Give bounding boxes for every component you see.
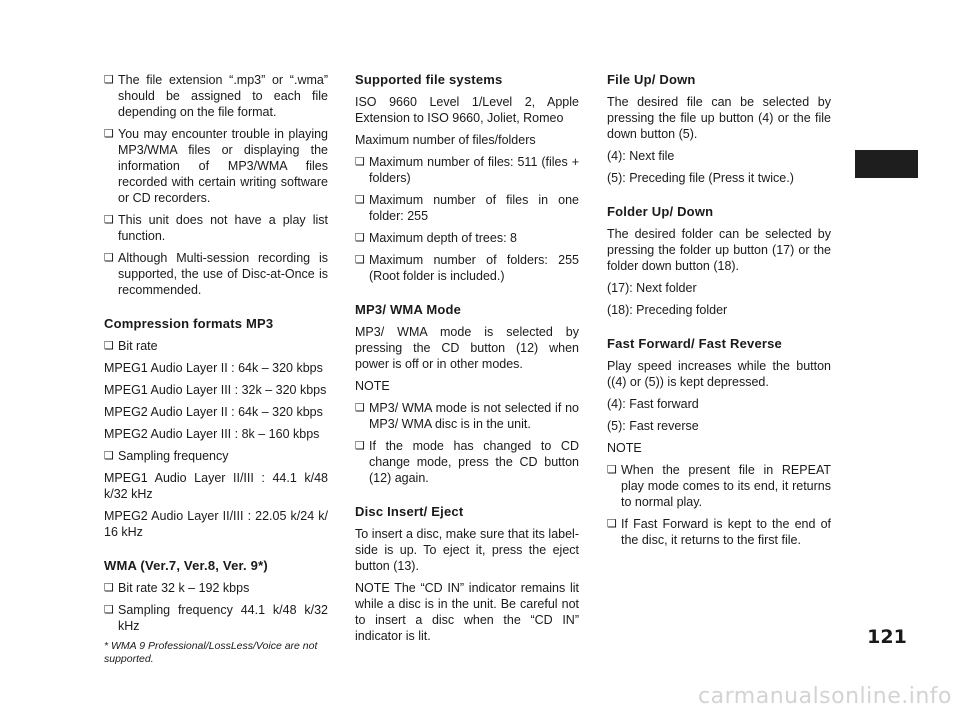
paragraph: MP3/ WMA mode is selected by pressing the CD button (12) when power is off or in other modes. — [355, 325, 579, 371]
section-tab-marker — [855, 150, 918, 178]
list-item: ❑ Although Multi-session recording is supported, the use of Disc-at-Once is recommended. — [104, 250, 328, 298]
paragraph: The desired folder can be selected by pressing the folder up button (17) or the folder down button (18). — [607, 227, 831, 273]
folder-heading: Folder Up/ Down — [607, 204, 714, 219]
note-label: NOTE — [355, 379, 390, 393]
paragraph: Maximum number of files/folders — [355, 133, 536, 147]
list-item: ❑ The file extension “.mp3” or “.wma” should be assigned to each file depending on the file format. — [104, 72, 328, 120]
paragraph: (4): Fast forward — [607, 397, 699, 411]
list-item: ❑ Maximum number of files in one folder: 255 — [355, 192, 579, 224]
spec-line: MPEG2 Audio Layer II : 64k – 320 kbps — [104, 405, 323, 419]
paragraph: NOTE The “CD IN” indicator remains lit while a disc is in the unit. Be careful not to insert a disc when the “CD IN” indicator is lit. — [355, 581, 579, 643]
list-item: ❑ You may encounter trouble in playing MP3/WMA files or displaying the information of MP3/WMA files recorded with certain writing software or CD recorders. — [104, 126, 328, 206]
spec-line: MPEG1 Audio Layer II : 64k – 320 kbps — [104, 361, 323, 375]
mode-heading: MP3/ WMA Mode — [355, 302, 462, 317]
spec-line: MPEG2 Audio Layer III : 8k – 160 kbps — [104, 427, 320, 441]
watermark: carmanualsonline.info — [698, 684, 952, 709]
systems-heading: Supported file systems — [355, 72, 503, 87]
list-item: ❑ Sampling frequency — [104, 448, 328, 464]
list-item: ❑ Bit rate 32 k – 192 kbps — [104, 580, 328, 596]
list-item: ❑ Maximum number of folders: 255 (Root folder is included.) — [355, 252, 579, 284]
middle-column — [355, 72, 579, 650]
page-number: 121 — [867, 626, 907, 648]
paragraph: (4): Next file — [607, 149, 675, 163]
paragraph: To insert a disc, make sure that its label-side is up. To eject it, press the eject button (13). — [355, 527, 579, 573]
file-heading: File Up/ Down — [607, 72, 696, 87]
paragraph: The desired file can be selected by pressing the file up button (4) or the file down button (5). — [607, 95, 831, 141]
paragraph: (18): Preceding folder — [607, 303, 728, 317]
list-item: ❑ Sampling frequency 44.1 k/48 k/32 kHz — [104, 602, 328, 634]
list-item: ❑ If Fast Forward is kept to the end of the disc, it returns to the first file. — [607, 516, 831, 548]
paragraph: ISO 9660 Level 1/Level 2, Apple Extension to ISO 9660, Joliet, Romeo — [355, 95, 579, 125]
spec-line: MPEG2 Audio Layer II/III : 22.05 k/24 k/ 16 kHz — [104, 509, 328, 539]
note-label: NOTE — [607, 441, 642, 455]
disc-heading: Disc Insert/ Eject — [355, 504, 464, 519]
left-column — [104, 72, 328, 666]
list-item: ❑ When the present file in REPEAT play mode comes to its end, it returns to normal play. — [607, 462, 831, 510]
wma-heading: WMA (Ver.7, Ver.8, Ver. 9*) — [104, 558, 268, 573]
ff-heading: Fast Forward/ Fast Reverse — [607, 336, 782, 351]
list-item: ❑ Maximum number of files: 511 (files + folders) — [355, 154, 579, 186]
paragraph: (5): Fast reverse — [607, 419, 699, 433]
compression-heading: Compression formats MP3 — [104, 316, 274, 331]
paragraph: Play speed increases while the button ((4) or (5)) is kept depressed. — [607, 359, 831, 389]
spec-line: MPEG1 Audio Layer III : 32k – 320 kbps — [104, 383, 327, 397]
list-item: ❑ If the mode has changed to CD change mode, press the CD button (12) again. — [355, 438, 579, 486]
list-item: ❑ This unit does not have a play list function. — [104, 212, 328, 244]
right-column — [607, 72, 831, 554]
spec-line: MPEG1 Audio Layer II/III : 44.1 k/48 k/32 kHz — [104, 471, 328, 501]
paragraph: (17): Next folder — [607, 281, 697, 295]
paragraph: (5): Preceding file (Press it twice.) — [607, 171, 794, 185]
list-item: ❑ MP3/ WMA mode is not selected if no MP3/ WMA disc is in the unit. — [355, 400, 579, 432]
footnote: * WMA 9 Professional/LossLess/Voice are not supported. — [104, 640, 318, 665]
list-item: ❑ Maximum depth of trees: 8 — [355, 230, 579, 246]
list-item: ❑ Bit rate — [104, 338, 328, 354]
